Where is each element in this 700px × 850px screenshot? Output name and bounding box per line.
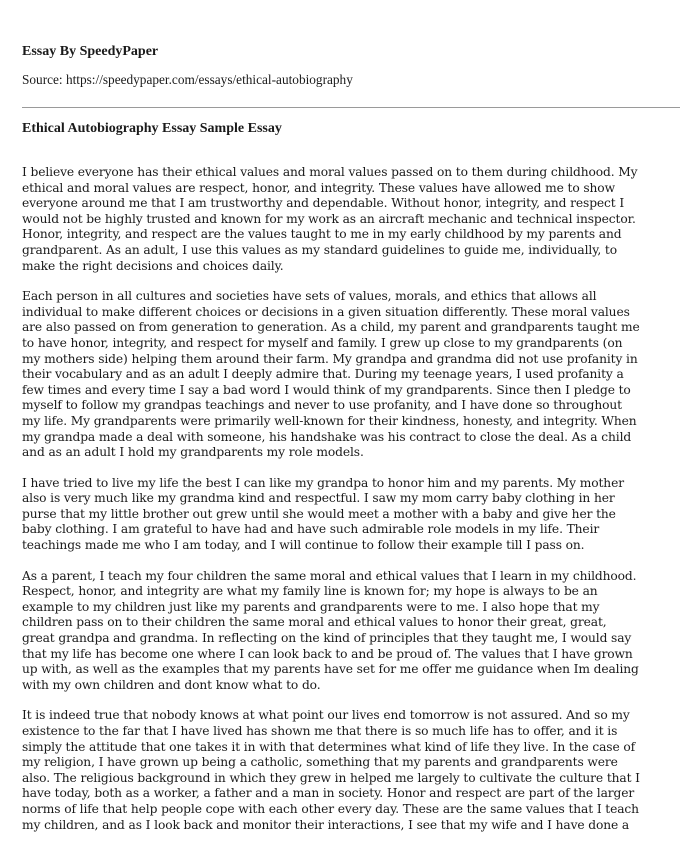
essay-paragraph-5: It is indeed true that nobody knows at what point our lives end tomorrow is not assured. And so my existence to the far that I have lived has shown me that there is so much life has to offer, and it is simply the attitude that one takes it in with that determines what kind of life they live. In the case of my religion, I have grown up being a catholic, something that my parents and grandparents were also. The religious background in which they grew in helped me largely to cultivate the culture that I have today, both as a worker, a father and a man in society. Honor and respect are part of the larger norms of life that help people cope with each other every day. These are the same values that I teach my children, and as I look back and monitor their interactions, I see that my wife and I have done a [22,708,640,832]
essay-paragraph-4: As a parent, I teach my four children the same moral and ethical values that I learn in my childhood. Respect, honor, and integrity are what my family line is known for; my hope is always to be an example to my children just like my parents and grandparents were to me. I also hope that my children pass on to their children the same moral and ethical values to honor their great, great, great grandpa and grandma. In reflecting on the kind of principles that they taught me, I would say that my life has become one where I can look back to and be proud of. The values that I have grown up with, as well as the examples that my parents have set for me offer me guidance when Im dealing with my own children and dont know what to do. [22,568,639,692]
essay-paragraph-3: I have tried to live my life the best I can like my grandpa to honor him and my parents. My mother also is very much like my grandma kind and respectful. I saw my mom carry baby clothing in her purse that my little brother out grew until she would meet a mother with a baby and give her the baby clothing. I am grateful to have had and have such admirable role models in my life. Their teachings made me who I am today, and I will continue to follow their example till I pass on. [22,475,624,553]
header-divider [22,107,680,108]
essay-paragraph-1: I believe everyone has their ethical values and moral values passed on to them during childhood. My ethical and moral values are respect, honor, and integrity. These values have allowed me to show everyone around me that I am trustworthy and dependable. Without honor, integrity, and respect I would not be highly trusted and known for my work as an aircraft mechanic and technical inspector. Honor, integrity, and respect are the values taught to me in my early childhood by my parents and grandparent. As an adult, I use this values as my standard guidelines to guide me, individually, to make the right decisions and choices daily. [22,165,638,273]
essay-paragraph-2: Each person in all cultures and societies have sets of values, morals, and ethics that allows all individual to make different choices or decisions in a given situation differently. These moral values are also passed on from generation to generation. As a child, my parent and grandparents taught me to have honor, integrity, and respect for myself and family. I grew up close to my grandparents (on my mothers side) helping them around their farm. My grandpa and grandma did not use profanity in their vocabulary and as an adult I deeply admire that. During my teenage years, I used profanity a few times and every time I say a bad word I would think of my grandparents. Since then I pledge to myself to follow my grandpas teachings and never to use profanity, and I have done so throughout my life. My grandparents were primarily well-known for their kindness, honesty, and integrity. When my grandpa made a deal with someone, his handshake was his contract to close the deal. As a child and as an adult I hold my grandparents my role models. [22,289,640,460]
source-line: Source: https://speedypaper.com/essays/ethical-autobiography [22,72,353,87]
essay-title: Ethical Autobiography Essay Sample Essay [22,121,282,136]
essay-author-heading: Essay By SpeedyPaper [22,44,159,59]
essay-body [22,165,682,848]
